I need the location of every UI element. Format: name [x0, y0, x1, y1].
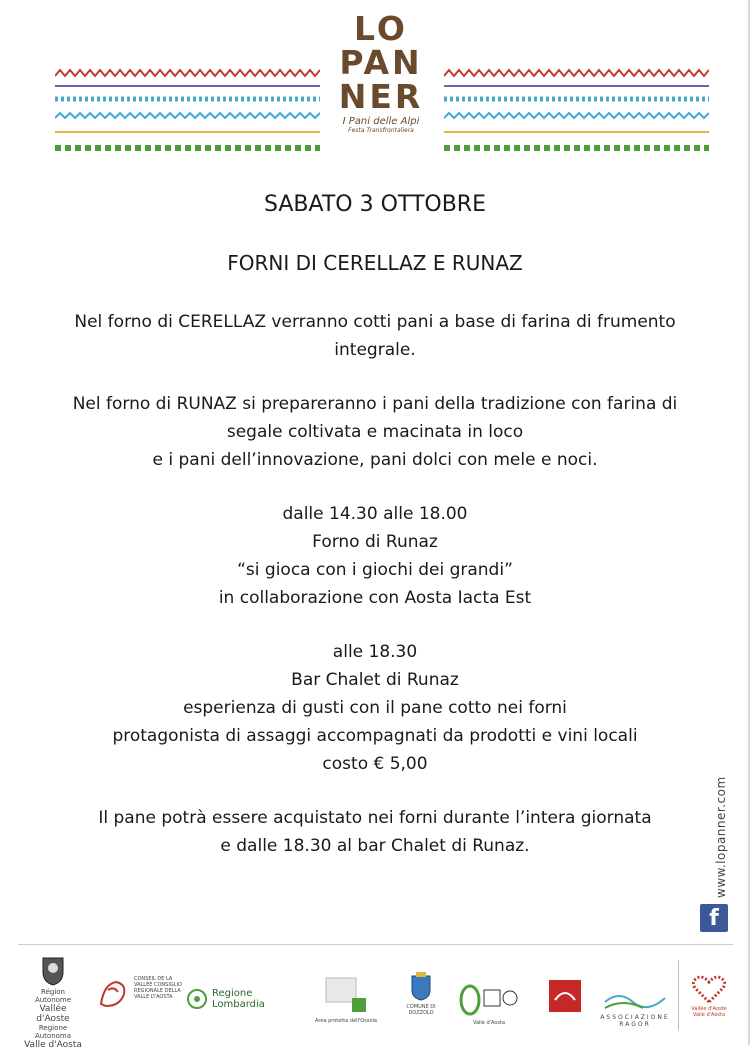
sponsor-valle-aosta-2: Valle d'Aosta	[454, 984, 524, 1026]
paragraph-runaz	[0, 390, 750, 474]
sponsor-conseil: CONSEIL DE LA VALLÉE CONSIGLIO REGIONALE DELLA VALLE D'AOSTA	[96, 976, 186, 1010]
activity-games	[0, 500, 750, 612]
header	[0, 0, 750, 170]
right-decorative-border	[444, 66, 709, 156]
logo-subtagline: Festa Transfrontaliera	[348, 127, 414, 134]
wave-stripe	[444, 113, 709, 118]
sponsor-lombardia: Regione Lombardia	[186, 988, 304, 1010]
wave-stripe	[55, 113, 320, 118]
paragraph-line: segale coltivata e macinata in loco	[226, 422, 524, 442]
rosa-camuna-icon	[186, 988, 208, 1010]
heart-logo-icon	[691, 974, 727, 1004]
red-square-logo-icon	[549, 980, 581, 1012]
activity-tasting	[0, 638, 750, 778]
logo-tagline: I Pani delle Alpi	[342, 116, 420, 127]
closing-line: Il pane potrà essere acquistato nei forni durante l’intera giornata	[98, 808, 652, 828]
activity-time: dalle 14.30 alle 18.00	[282, 504, 468, 524]
sponsor-ossola: Area protetta dell'Ossola	[306, 976, 386, 1024]
sponsor-logos	[18, 950, 738, 1050]
lopanner-logo	[336, 9, 426, 162]
activity-time: alle 18.30	[332, 642, 418, 662]
activity-collab: in collaborazione con Aosta Iacta Est	[218, 588, 532, 608]
logo-line-3: NER	[338, 77, 424, 116]
unesco-logos-icon	[458, 984, 520, 1018]
activity-description: “si gioca con i giochi dei grandi”	[237, 560, 513, 580]
event-date: SABATO 3 OTTOBRE	[264, 192, 486, 217]
logo-line-2: PAN	[339, 43, 423, 82]
ossola-logo-icon	[324, 976, 368, 1016]
website-url-text[interactable]: www.lopanner.com	[714, 776, 728, 898]
activity-price: costo € 5,00	[322, 754, 428, 774]
website-url[interactable]	[714, 770, 730, 900]
paragraph-line: Nel forno di RUNAZ si prepareranno i pani della tradizione con farina di	[72, 394, 678, 414]
sponsor-valle-aosta: Région Autonome Vallée d'Aoste Regione Autonoma Valle d'Aosta	[24, 954, 82, 1050]
activity-place: Bar Chalet di Runaz	[291, 670, 459, 690]
sponsor-ragor: ASSOCIAZIONE RAGOR	[600, 988, 670, 1028]
paragraph-line: Nel forno di CERELLAZ verranno cotti pani a base di farina di frumento	[74, 312, 676, 332]
paragraph-cerellaz	[0, 308, 750, 364]
closing-line: e dalle 18.30 al bar Chalet di Runaz.	[220, 836, 530, 856]
lion-emblem-icon	[96, 976, 130, 1010]
paragraph-line: e i pani dell’innovazione, pani dolci con mele e noci.	[152, 450, 598, 470]
zigzag-stripe	[55, 70, 320, 76]
footer-divider	[18, 944, 733, 945]
facebook-icon[interactable]: f	[700, 904, 728, 932]
event-title: FORNI DI CERELLAZ E RUNAZ	[227, 251, 523, 275]
comune-crest-icon	[409, 972, 433, 1002]
sponsor-comune: COMUNE DI DOZZOLO	[396, 972, 446, 1016]
sponsor-red-square	[548, 980, 582, 1014]
activity-line: protagonista di assaggi accompagnati da prodotti e vini locali	[112, 726, 638, 746]
activity-line: esperienza di gusti con il pane cotto nei forni	[183, 698, 567, 718]
left-decorative-border	[55, 66, 320, 156]
event-content	[0, 190, 750, 860]
sponsor-vda-heart: Vallée d'Aoste Valle d'Aosta	[686, 974, 732, 1018]
closing-note	[0, 804, 750, 860]
activity-place: Forno di Runaz	[312, 532, 438, 552]
logo-line-1: LO	[354, 9, 408, 48]
ragor-logo-icon	[603, 988, 667, 1012]
coat-of-arms-icon	[40, 954, 66, 986]
sponsor-divider	[678, 960, 679, 1030]
zigzag-stripe	[444, 70, 709, 76]
paragraph-line: integrale.	[334, 340, 416, 360]
